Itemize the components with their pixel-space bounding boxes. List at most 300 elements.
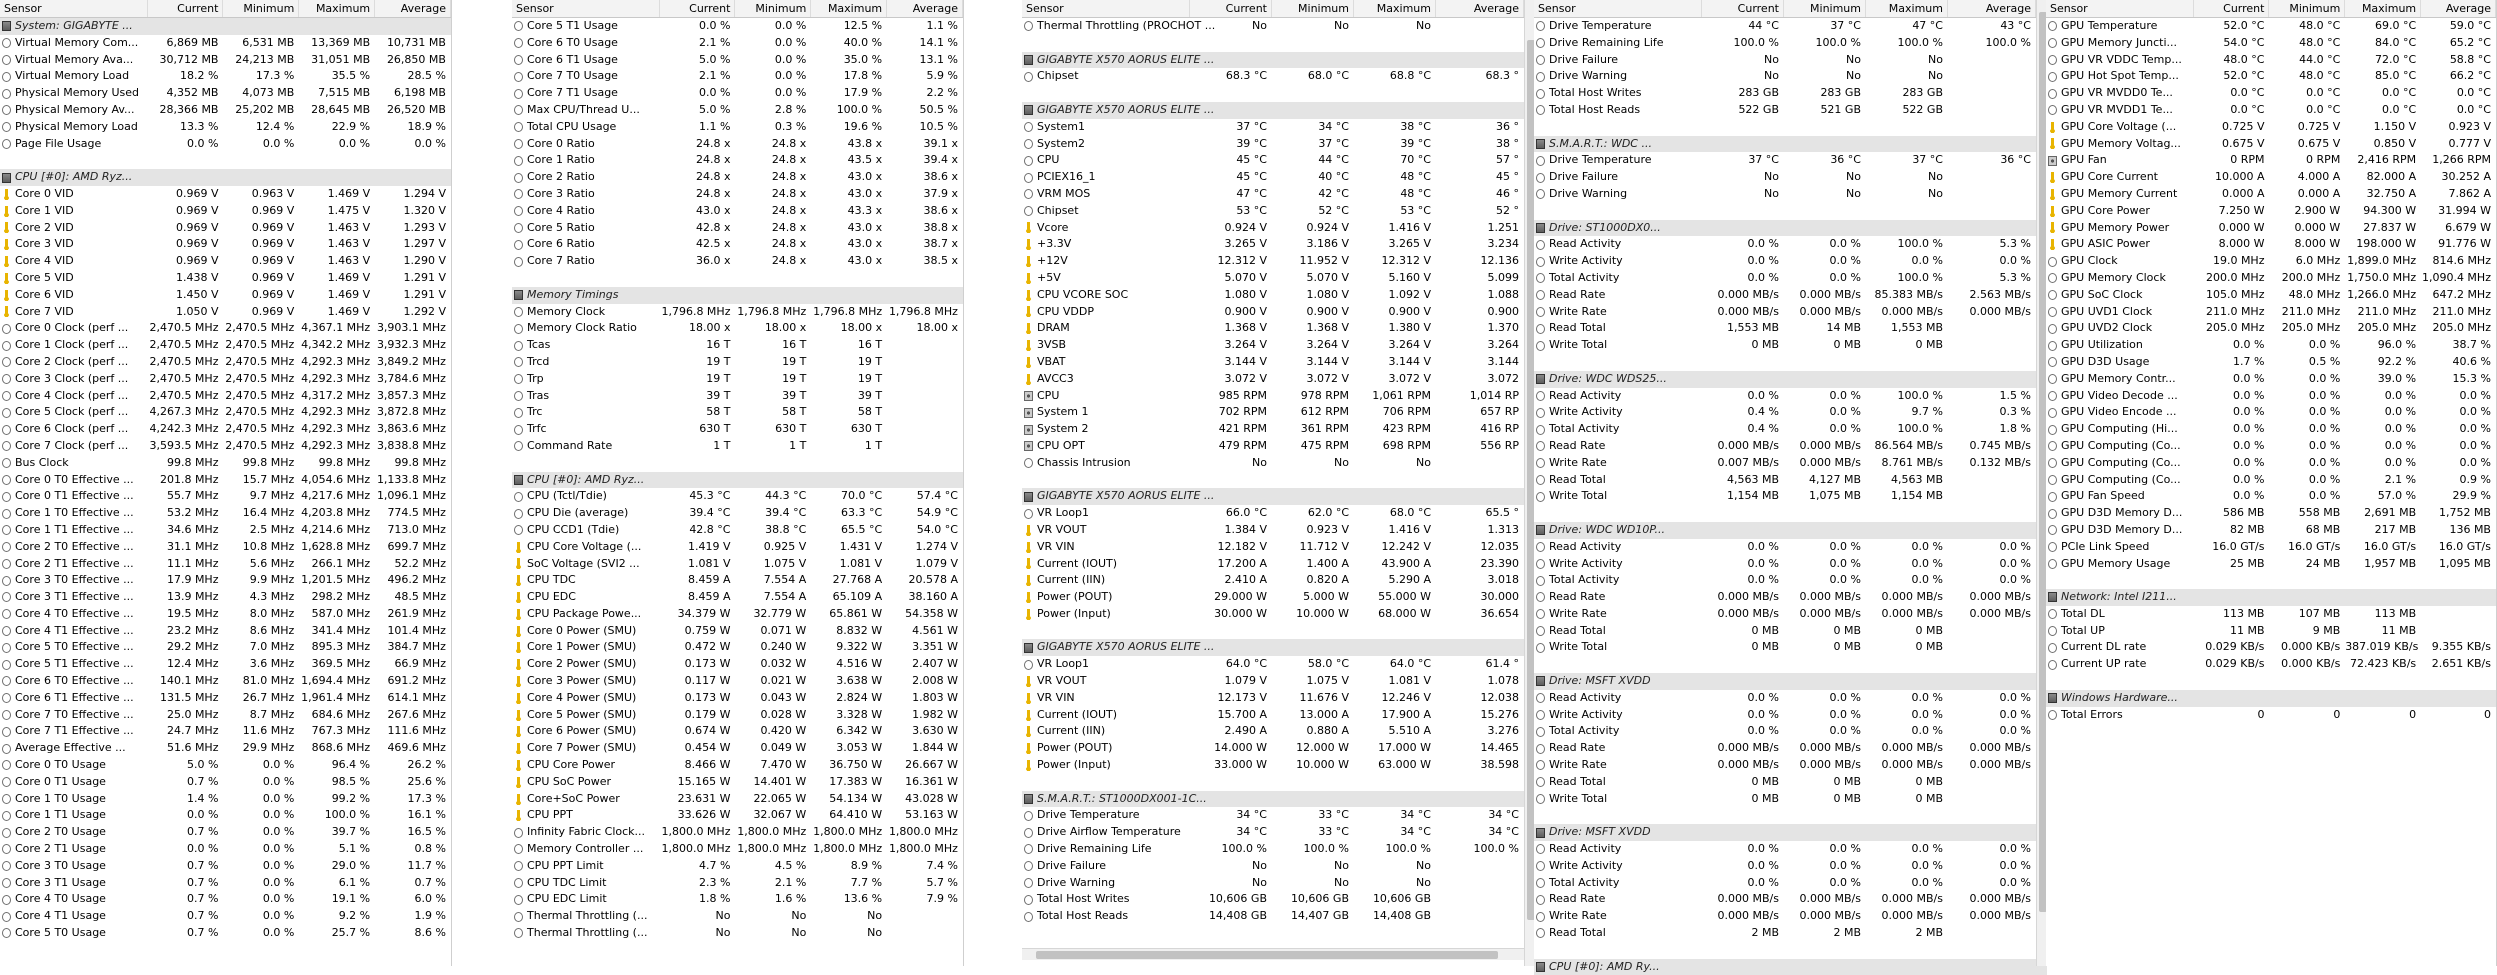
sensor-group-header[interactable] xyxy=(2046,690,2496,707)
sensor-row[interactable] xyxy=(1534,421,2047,438)
sensor-row[interactable] xyxy=(512,371,963,388)
sensor-row[interactable] xyxy=(1534,606,2047,623)
sensor-row[interactable] xyxy=(512,52,963,69)
sensor-row[interactable] xyxy=(1022,337,1535,354)
sensor-row[interactable] xyxy=(0,522,451,539)
column-header-sensor[interactable]: Sensor xyxy=(1534,0,1702,17)
column-header-current[interactable]: Current xyxy=(148,0,224,17)
column-header-sensor[interactable]: Sensor xyxy=(0,0,148,17)
sensor-row[interactable] xyxy=(512,556,963,573)
sensor-row[interactable] xyxy=(1534,287,2047,304)
sensor-row[interactable] xyxy=(512,824,963,841)
value-average: 261.9 MHz xyxy=(387,606,446,620)
sensor-row[interactable] xyxy=(512,337,963,354)
sensor-row[interactable] xyxy=(1022,119,1535,136)
column-header-minimum[interactable]: Minimum xyxy=(735,0,811,17)
sensor-row[interactable] xyxy=(1022,656,1535,673)
sensor-row[interactable] xyxy=(1022,253,1535,270)
sensor-row[interactable] xyxy=(0,136,451,153)
sensor-row[interactable] xyxy=(0,186,451,203)
sensor-row[interactable] xyxy=(0,438,451,455)
value-minimum: 0.0 % xyxy=(262,909,295,923)
sensor-group-header[interactable] xyxy=(1022,52,1535,69)
sensor-row[interactable] xyxy=(512,774,963,791)
sensor-row[interactable] xyxy=(0,455,451,472)
sensor-row[interactable] xyxy=(0,52,451,69)
sensor-row[interactable] xyxy=(512,908,963,925)
sensor-row[interactable] xyxy=(0,908,451,925)
sensor-group-header[interactable] xyxy=(1534,371,2047,388)
sensor-row[interactable] xyxy=(2046,102,2496,119)
sensor-row[interactable] xyxy=(0,203,451,220)
sensor-pane-3[interactable] xyxy=(1022,0,1536,966)
column-header-average[interactable]: Average xyxy=(1948,0,2036,17)
sensor-row[interactable] xyxy=(2046,522,2496,539)
sensor-row[interactable] xyxy=(1534,152,2047,169)
sensor-row[interactable] xyxy=(512,723,963,740)
sensor-row[interactable] xyxy=(0,472,451,489)
value-current: 0.000 MB/s xyxy=(1717,909,1779,923)
sensor-row[interactable] xyxy=(512,606,963,623)
sensor-row[interactable] xyxy=(1022,740,1535,757)
sensor-row[interactable] xyxy=(512,68,963,85)
sensor-row[interactable] xyxy=(0,539,451,556)
voltage-probe-icon xyxy=(1024,357,1033,368)
sensor-row[interactable] xyxy=(1534,875,2047,892)
sensor-row[interactable] xyxy=(0,505,451,522)
sensor-row[interactable] xyxy=(1022,220,1535,237)
voltage-probe-icon xyxy=(1024,222,1033,233)
sensor-group-header[interactable] xyxy=(1022,102,1535,119)
sensor-row[interactable] xyxy=(0,841,451,858)
sensor-row[interactable] xyxy=(1534,236,2047,253)
sensor-row[interactable] xyxy=(0,589,451,606)
sensor-row[interactable] xyxy=(2046,152,2496,169)
sensor-row[interactable] xyxy=(512,152,963,169)
sensor-row[interactable] xyxy=(1534,740,2047,757)
sensor-row[interactable] xyxy=(0,891,451,908)
sensor-row[interactable] xyxy=(2046,320,2496,337)
sensor-row[interactable] xyxy=(1534,723,2047,740)
sensor-row[interactable] xyxy=(512,858,963,875)
column-header-sensor[interactable]: Sensor xyxy=(1022,0,1190,17)
sensor-row[interactable] xyxy=(2046,656,2496,673)
column-header-current[interactable]: Current xyxy=(2194,0,2270,17)
sensor-row[interactable] xyxy=(512,505,963,522)
sensor-group-header[interactable] xyxy=(1022,639,1535,656)
sensor-row[interactable] xyxy=(512,875,963,892)
sensor-row[interactable] xyxy=(1022,891,1535,908)
column-header-maximum[interactable]: Maximum xyxy=(1354,0,1436,17)
sensor-row[interactable] xyxy=(1534,858,2047,875)
sensor-row[interactable] xyxy=(1534,304,2047,321)
sensor-group-header[interactable] xyxy=(1534,959,2047,975)
sensor-row[interactable] xyxy=(1022,421,1535,438)
sensor-row[interactable] xyxy=(0,287,451,304)
column-header-minimum[interactable]: Minimum xyxy=(223,0,299,17)
sensor-row[interactable] xyxy=(1534,572,2047,589)
sensor-row[interactable] xyxy=(512,639,963,656)
sensor-row[interactable] xyxy=(512,236,963,253)
sensor-row[interactable] xyxy=(2046,421,2496,438)
sensor-row[interactable] xyxy=(0,807,451,824)
sensor-row[interactable] xyxy=(1022,556,1535,573)
sensor-row[interactable] xyxy=(1022,841,1535,858)
sensor-row[interactable] xyxy=(1534,18,2047,35)
sensor-row[interactable] xyxy=(2046,169,2496,186)
sensor-row[interactable] xyxy=(2046,270,2496,287)
sensor-row[interactable] xyxy=(1534,102,2047,119)
sensor-row[interactable] xyxy=(2046,539,2496,556)
sensor-row[interactable] xyxy=(1534,35,2047,52)
sensor-row[interactable] xyxy=(1534,320,2047,337)
sensor-row[interactable] xyxy=(512,320,963,337)
column-header-average[interactable]: Average xyxy=(887,0,963,17)
sensor-row[interactable] xyxy=(0,102,451,119)
value-minimum: 39 T xyxy=(782,388,807,402)
sensor-row[interactable] xyxy=(0,707,451,724)
sensor-row[interactable] xyxy=(1022,539,1535,556)
sensor-row[interactable] xyxy=(1534,556,2047,573)
sensor-row[interactable] xyxy=(0,85,451,102)
sensor-row[interactable] xyxy=(512,807,963,824)
sensor-row[interactable] xyxy=(0,656,451,673)
sensor-row[interactable] xyxy=(0,606,451,623)
sensor-row[interactable] xyxy=(512,136,963,153)
sensor-group-header[interactable] xyxy=(1534,136,2047,153)
sensor-row[interactable] xyxy=(1534,270,2047,287)
sensor-row[interactable] xyxy=(1022,236,1535,253)
sensor-row[interactable] xyxy=(0,757,451,774)
sensor-row[interactable] xyxy=(2046,505,2496,522)
sensor-row[interactable] xyxy=(0,690,451,707)
sensor-row[interactable] xyxy=(2046,606,2496,623)
sensor-row[interactable] xyxy=(1534,925,2047,942)
sensor-row[interactable] xyxy=(1534,253,2047,270)
sensor-row[interactable] xyxy=(512,791,963,808)
sensor-row[interactable] xyxy=(0,270,451,287)
column-header-average[interactable]: Average xyxy=(375,0,451,17)
sensor-row[interactable] xyxy=(2046,337,2496,354)
column-header-sensor[interactable]: Sensor xyxy=(2046,0,2194,17)
sensor-row[interactable] xyxy=(2046,455,2496,472)
sensor-row[interactable] xyxy=(512,522,963,539)
sensor-row[interactable] xyxy=(2046,52,2496,69)
sensor-group-header[interactable] xyxy=(1534,220,2047,237)
sensor-circle-icon xyxy=(1536,777,1545,787)
sensor-row[interactable] xyxy=(2046,371,2496,388)
sensor-row[interactable] xyxy=(1022,572,1535,589)
hardware-group-icon xyxy=(514,475,523,485)
sensor-group-header[interactable] xyxy=(512,472,963,489)
sensor-row[interactable] xyxy=(0,673,451,690)
horizontal-scrollbar[interactable] xyxy=(1022,948,1524,960)
sensor-pane-4[interactable] xyxy=(1534,0,2048,973)
sensor-row[interactable] xyxy=(1534,52,2047,69)
sensor-row[interactable] xyxy=(2046,35,2496,52)
scrollbar-thumb[interactable] xyxy=(1036,951,1498,959)
sensor-row[interactable] xyxy=(1022,908,1535,925)
sensor-row[interactable] xyxy=(2046,18,2496,35)
sensor-row[interactable] xyxy=(1022,371,1535,388)
sensor-row[interactable] xyxy=(1022,606,1535,623)
sensor-row[interactable] xyxy=(1534,455,2047,472)
sensor-row[interactable] xyxy=(0,723,451,740)
sensor-row[interactable] xyxy=(2046,85,2496,102)
sensor-row[interactable] xyxy=(512,220,963,237)
sensor-row[interactable] xyxy=(0,824,451,841)
sensor-row[interactable] xyxy=(512,690,963,707)
sensor-row[interactable] xyxy=(0,371,451,388)
sensor-row[interactable] xyxy=(0,304,451,321)
sensor-row[interactable] xyxy=(2046,304,2496,321)
value-minimum: 0.963 V xyxy=(251,186,295,200)
sensor-row[interactable] xyxy=(2046,707,2496,724)
sensor-row[interactable] xyxy=(2046,236,2496,253)
sensor-row[interactable] xyxy=(512,354,963,371)
sensor-row[interactable] xyxy=(512,119,963,136)
sensor-name-cell xyxy=(1534,606,1702,623)
sensor-row[interactable] xyxy=(2046,119,2496,136)
sensor-row[interactable] xyxy=(512,572,963,589)
sensor-row[interactable] xyxy=(1022,707,1535,724)
sensor-row[interactable] xyxy=(512,186,963,203)
value-average xyxy=(1948,791,2036,808)
sensor-row[interactable] xyxy=(0,253,451,270)
sensor-row[interactable] xyxy=(2046,388,2496,405)
sensor-row[interactable] xyxy=(0,404,451,421)
sensor-row[interactable] xyxy=(1534,908,2047,925)
sensor-row[interactable] xyxy=(512,740,963,757)
sensor-row[interactable] xyxy=(2046,556,2496,573)
sensor-row[interactable] xyxy=(512,304,963,321)
sensor-group-header[interactable] xyxy=(512,287,963,304)
sensor-row[interactable] xyxy=(0,572,451,589)
value-maximum: 47 °C xyxy=(1912,19,1943,32)
sensor-row[interactable] xyxy=(1022,18,1535,35)
sensor-row[interactable] xyxy=(1022,186,1535,203)
sensor-row[interactable] xyxy=(0,68,451,85)
sensor-row[interactable] xyxy=(1022,875,1535,892)
sensor-row[interactable] xyxy=(1534,337,2047,354)
sensor-row[interactable] xyxy=(512,388,963,405)
sensor-row[interactable] xyxy=(1022,388,1535,405)
sensor-row[interactable] xyxy=(2046,639,2496,656)
sensor-row[interactable] xyxy=(1534,488,2047,505)
sensor-row[interactable] xyxy=(512,35,963,52)
sensor-row[interactable] xyxy=(1022,270,1535,287)
sensor-row[interactable] xyxy=(512,253,963,270)
sensor-row[interactable] xyxy=(1534,623,2047,640)
column-header-minimum[interactable]: Minimum xyxy=(1784,0,1866,17)
sensor-row[interactable] xyxy=(1022,404,1535,421)
sensor-row[interactable] xyxy=(1534,589,2047,606)
sensor-group-header[interactable] xyxy=(1534,522,2047,539)
sensor-row[interactable] xyxy=(2046,220,2496,237)
sensor-row[interactable] xyxy=(1022,354,1535,371)
sensor-group-header[interactable] xyxy=(2046,589,2496,606)
column-header-maximum[interactable]: Maximum xyxy=(2345,0,2421,17)
sensor-row[interactable] xyxy=(1022,304,1535,321)
value-average: 43 °C xyxy=(2000,19,2031,32)
sensor-name-cell xyxy=(512,824,660,841)
sensor-pane-2[interactable] xyxy=(512,0,964,966)
sensor-group-header[interactable] xyxy=(0,18,451,35)
sensor-row[interactable] xyxy=(2046,203,2496,220)
sensor-row[interactable] xyxy=(1534,438,2047,455)
column-header-maximum[interactable]: Maximum xyxy=(299,0,375,17)
value-current: 0.000 MB/s xyxy=(1717,287,1779,301)
sensor-row[interactable] xyxy=(1534,841,2047,858)
sensor-row[interactable] xyxy=(0,858,451,875)
sensor-row[interactable] xyxy=(512,539,963,556)
sensor-row[interactable] xyxy=(1534,757,2047,774)
sensor-row[interactable] xyxy=(2046,253,2496,270)
sensor-row[interactable] xyxy=(1022,287,1535,304)
sensor-row[interactable] xyxy=(0,623,451,640)
sensor-row[interactable] xyxy=(0,740,451,757)
voltage-probe-icon xyxy=(514,558,523,569)
sensor-row[interactable] xyxy=(2046,404,2496,421)
sensor-row[interactable] xyxy=(512,673,963,690)
sensor-group-header[interactable] xyxy=(1022,488,1535,505)
sensor-row[interactable] xyxy=(1022,505,1535,522)
sensor-row[interactable] xyxy=(2046,287,2496,304)
sensor-row[interactable] xyxy=(0,925,451,942)
sensor-row[interactable] xyxy=(1022,757,1535,774)
sensor-row[interactable] xyxy=(512,18,963,35)
sensor-row[interactable] xyxy=(1022,723,1535,740)
sensor-group-header[interactable] xyxy=(1534,673,2047,690)
sensor-row[interactable] xyxy=(1022,320,1535,337)
column-header-current[interactable]: Current xyxy=(660,0,736,17)
column-header-minimum[interactable]: Minimum xyxy=(1272,0,1354,17)
column-header-current[interactable]: Current xyxy=(1190,0,1272,17)
sensor-row[interactable] xyxy=(0,337,451,354)
sensor-row[interactable] xyxy=(1022,673,1535,690)
sensor-row[interactable] xyxy=(0,35,451,52)
sensor-row[interactable] xyxy=(1534,539,2047,556)
sensor-row[interactable] xyxy=(512,656,963,673)
sensor-row[interactable] xyxy=(512,85,963,102)
sensor-row[interactable] xyxy=(1022,203,1535,220)
sensor-pane-1[interactable] xyxy=(0,0,452,966)
sensor-row[interactable] xyxy=(1022,522,1535,539)
sensor-row[interactable] xyxy=(512,623,963,640)
sensor-row[interactable] xyxy=(1022,455,1535,472)
sensor-row[interactable] xyxy=(512,891,963,908)
sensor-row[interactable] xyxy=(0,220,451,237)
sensor-row[interactable] xyxy=(1534,68,2047,85)
sensor-name-cell xyxy=(1022,421,1190,438)
sensor-row[interactable] xyxy=(1534,639,2047,656)
sensor-row[interactable] xyxy=(1022,438,1535,455)
sensor-row[interactable] xyxy=(0,119,451,136)
sensor-row[interactable] xyxy=(512,589,963,606)
sensor-row[interactable] xyxy=(1534,404,2047,421)
sensor-pane-5[interactable] xyxy=(2046,0,2497,966)
column-header-current[interactable]: Current xyxy=(1702,0,1784,17)
sensor-row[interactable] xyxy=(0,791,451,808)
column-header-sensor[interactable]: Sensor xyxy=(512,0,660,17)
sensor-row[interactable] xyxy=(2046,472,2496,489)
sensor-row[interactable] xyxy=(1534,388,2047,405)
sensor-row[interactable] xyxy=(0,320,451,337)
sensor-row[interactable] xyxy=(1022,807,1535,824)
column-header-average[interactable]: Average xyxy=(1436,0,1524,17)
sensor-row[interactable] xyxy=(0,556,451,573)
sensor-circle-icon xyxy=(1024,509,1033,519)
value-current: 12.312 V xyxy=(1217,254,1267,268)
sensor-row[interactable] xyxy=(2046,136,2496,153)
column-header-minimum[interactable]: Minimum xyxy=(2269,0,2345,17)
sensor-row[interactable] xyxy=(0,236,451,253)
sensor-row[interactable] xyxy=(1534,774,2047,791)
sensor-row[interactable] xyxy=(1022,858,1535,875)
column-header-maximum[interactable]: Maximum xyxy=(1866,0,1948,17)
sensor-row[interactable] xyxy=(1534,690,2047,707)
sensor-row[interactable] xyxy=(1534,472,2047,489)
sensor-row[interactable] xyxy=(1534,169,2047,186)
sensor-row[interactable] xyxy=(1534,707,2047,724)
sensor-row[interactable] xyxy=(512,421,963,438)
sensor-row[interactable] xyxy=(1022,152,1535,169)
sensor-row[interactable] xyxy=(512,707,963,724)
sensor-row[interactable] xyxy=(1022,824,1535,841)
value-average: 1.251 xyxy=(1487,220,1519,234)
sensor-row[interactable] xyxy=(2046,68,2496,85)
sensor-row[interactable] xyxy=(512,757,963,774)
sensor-row[interactable] xyxy=(2046,488,2496,505)
sensor-row[interactable] xyxy=(2046,623,2496,640)
column-header-maximum[interactable]: Maximum xyxy=(811,0,887,17)
value-minimum: 475 RPM xyxy=(1300,438,1349,452)
sensor-row[interactable] xyxy=(1534,891,2047,908)
sensor-row[interactable] xyxy=(0,421,451,438)
sensor-row[interactable] xyxy=(512,203,963,220)
sensor-row[interactable] xyxy=(2046,354,2496,371)
sensor-group-header[interactable] xyxy=(1022,791,1535,808)
sensor-circle-icon xyxy=(2048,425,2057,435)
sensor-row[interactable] xyxy=(1022,136,1535,153)
sensor-row[interactable] xyxy=(1022,690,1535,707)
sensor-group-header[interactable] xyxy=(0,169,451,186)
sensor-row[interactable] xyxy=(512,841,963,858)
sensor-row[interactable] xyxy=(2046,438,2496,455)
sensor-row[interactable] xyxy=(0,388,451,405)
sensor-row[interactable] xyxy=(1534,186,2047,203)
column-header-average[interactable]: Average xyxy=(2421,0,2496,17)
sensor-row[interactable] xyxy=(512,488,963,505)
sensor-row[interactable] xyxy=(0,875,451,892)
sensor-row[interactable] xyxy=(0,774,451,791)
sensor-row[interactable] xyxy=(512,102,963,119)
sensor-row[interactable] xyxy=(512,438,963,455)
sensor-row[interactable] xyxy=(1022,169,1535,186)
sensor-group-header[interactable] xyxy=(1534,824,2047,841)
sensor-row[interactable] xyxy=(1534,85,2047,102)
sensor-row[interactable] xyxy=(512,404,963,421)
sensor-row[interactable] xyxy=(0,639,451,656)
sensor-row[interactable] xyxy=(1022,68,1535,85)
sensor-row[interactable] xyxy=(1022,589,1535,606)
sensor-row[interactable] xyxy=(512,925,963,942)
sensor-row[interactable] xyxy=(1534,791,2047,808)
sensor-row[interactable] xyxy=(0,354,451,371)
sensor-row[interactable] xyxy=(0,488,451,505)
sensor-row[interactable] xyxy=(2046,186,2496,203)
sensor-row[interactable] xyxy=(512,169,963,186)
